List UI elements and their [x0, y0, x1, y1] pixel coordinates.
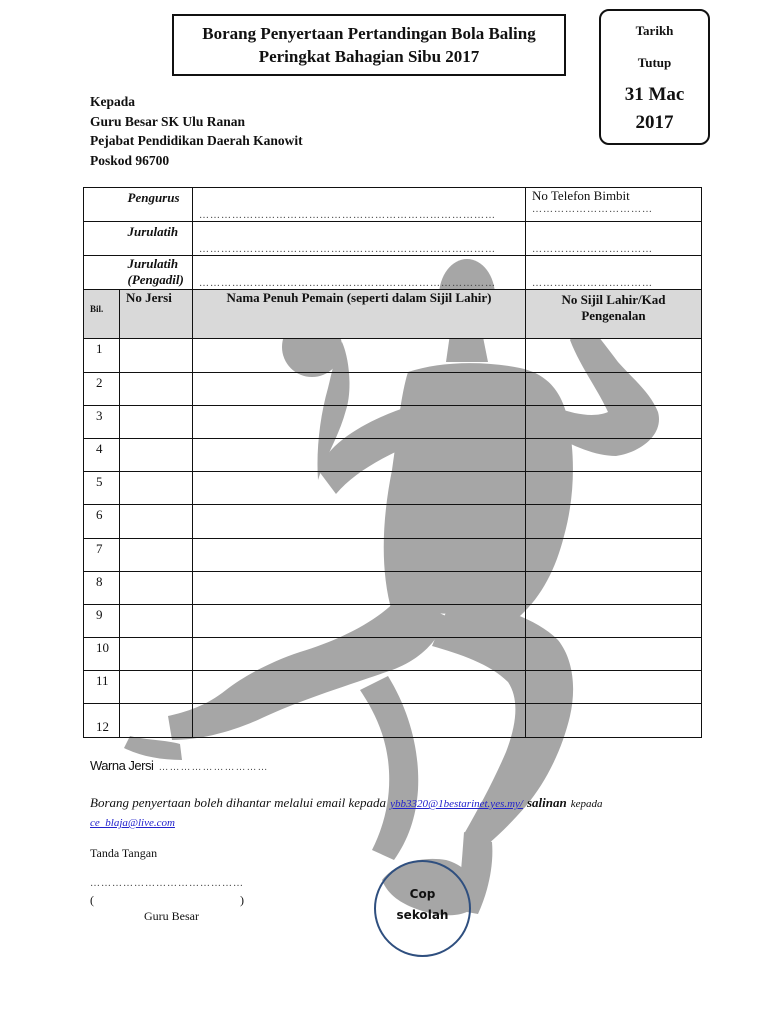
signature-label: Tanda Tangan: [90, 846, 158, 860]
coach-referee-phone-field[interactable]: ……………………………: [526, 256, 702, 290]
player-row-number: 7: [84, 539, 120, 572]
player-id-cell[interactable]: [526, 406, 702, 439]
player-jersey-cell[interactable]: [120, 605, 193, 638]
email-link-copy[interactable]: ce_blaja@live.com: [90, 817, 175, 829]
player-id-cell[interactable]: [526, 373, 702, 406]
address-line4: Poskod 96700: [90, 152, 170, 168]
player-id-cell[interactable]: [526, 505, 702, 539]
player-name-cell[interactable]: [193, 638, 526, 671]
name-close-paren: ): [240, 893, 244, 907]
player-jersey-cell[interactable]: [120, 373, 193, 406]
player-id-cell[interactable]: [526, 472, 702, 505]
player-jersey-cell[interactable]: [120, 505, 193, 539]
player-row-number: 6: [84, 505, 120, 539]
email-instruction: [90, 794, 710, 832]
player-name-cell[interactable]: [193, 671, 526, 704]
official-row-coach-referee: [84, 256, 702, 290]
player-row: [84, 671, 702, 704]
signature-field[interactable]: ……………………………………: [90, 878, 244, 889]
player-id-cell[interactable]: [526, 671, 702, 704]
player-name-cell[interactable]: [193, 572, 526, 605]
player-id-cell[interactable]: [526, 572, 702, 605]
player-row-number: 5: [84, 472, 120, 505]
official-row-manager: [84, 188, 702, 222]
email-instruction-text: Borang penyertaan boleh dihantar melalui email kepada: [90, 795, 387, 810]
player-row: [84, 638, 702, 671]
signer-title: Guru Besar: [144, 909, 199, 923]
col-jersey-header: No Jersi: [120, 290, 193, 339]
form-title-box: [172, 14, 566, 76]
player-id-cell[interactable]: [526, 439, 702, 472]
player-row: [84, 406, 702, 439]
player-row-number: 12: [84, 704, 120, 738]
player-row-number: 4: [84, 439, 120, 472]
player-row: [84, 539, 702, 572]
player-row: [84, 505, 702, 539]
player-name-cell[interactable]: [193, 439, 526, 472]
role-coach-label: Jurulatih: [127, 224, 179, 239]
jersey-color-field[interactable]: …………………………: [158, 762, 269, 773]
player-name-cell[interactable]: [193, 505, 526, 539]
phone-header: No Telefon Bimbit: [532, 188, 630, 203]
player-row: [84, 339, 702, 373]
role-manager-label: Pengurus: [127, 190, 180, 205]
player-id-cell[interactable]: [526, 339, 702, 373]
coach-phone-field[interactable]: ……………………………: [526, 222, 702, 256]
col-id-header: No Sijil Lahir/Kad Pengenalan: [526, 290, 702, 339]
player-name-cell[interactable]: [193, 339, 526, 373]
player-row-number: 2: [84, 373, 120, 406]
role-coach-referee-label: Jurulatih: [127, 256, 179, 271]
players-header-row: [84, 290, 702, 339]
recipient-address: [90, 92, 303, 170]
form-title-line1: Borang Penyertaan Pertandingan Bola Baling: [202, 24, 536, 43]
col-name-header: Nama Penuh Pemain (seperti dalam Sijil Lahir): [193, 290, 526, 339]
closing-date-day: 31 Mac: [624, 84, 685, 105]
closing-date-label1: Tarikh: [635, 23, 674, 38]
email-link-primary[interactable]: ybb3320@1bestarinet.yes.my/: [390, 798, 523, 810]
player-jersey-cell[interactable]: [120, 339, 193, 373]
player-row-number: 8: [84, 572, 120, 605]
closing-date-box: [599, 9, 710, 145]
player-jersey-cell[interactable]: [120, 472, 193, 505]
player-jersey-cell[interactable]: [120, 704, 193, 738]
jersey-color-line: [90, 758, 269, 773]
coach-referee-name-field[interactable]: ………………………………………………………………………: [193, 256, 526, 290]
manager-phone-field[interactable]: No Telefon Bimbit ……………………………: [526, 188, 702, 222]
player-name-cell[interactable]: [193, 605, 526, 638]
player-id-cell[interactable]: [526, 638, 702, 671]
player-row: [84, 572, 702, 605]
address-line3: Pejabat Pendidikan Daerah Kanowit: [90, 133, 303, 148]
player-row-number: 10: [84, 638, 120, 671]
player-row: [84, 704, 702, 738]
player-row: [84, 439, 702, 472]
col-bil-header: Bil.: [84, 290, 120, 339]
player-name-cell[interactable]: [193, 406, 526, 439]
player-name-cell[interactable]: [193, 539, 526, 572]
player-row: [84, 373, 702, 406]
player-row-number: 1: [84, 339, 120, 373]
player-row-number: 11: [84, 671, 120, 704]
stamp-line2: sekolah: [396, 908, 449, 922]
copy-label: salinan: [527, 795, 567, 810]
copy-to-text: kepada: [570, 798, 603, 810]
player-row: [84, 472, 702, 505]
school-stamp: [374, 860, 471, 957]
player-jersey-cell[interactable]: [120, 539, 193, 572]
player-name-cell[interactable]: [193, 472, 526, 505]
player-row-number: 9: [84, 605, 120, 638]
address-line1: Kepada: [90, 94, 136, 109]
form-title-line2: Peringkat Bahagian Sibu 2017: [258, 47, 480, 66]
name-open-paren: (: [90, 893, 94, 907]
manager-name-field[interactable]: ………………………………………………………………………: [193, 188, 526, 222]
player-row-number: 3: [84, 406, 120, 439]
jersey-color-label: Warna Jersi: [90, 758, 154, 773]
closing-date-year: 2017: [635, 112, 674, 133]
player-jersey-cell[interactable]: [120, 671, 193, 704]
player-rows: [84, 339, 702, 738]
closing-date-label2: Tutup: [637, 55, 672, 70]
official-row-coach: [84, 222, 702, 256]
entry-form-table: [83, 187, 702, 738]
address-line2: Guru Besar SK Ulu Ranan: [90, 113, 246, 129]
player-id-cell[interactable]: [526, 539, 702, 572]
player-id-cell[interactable]: [526, 605, 702, 638]
player-id-cell[interactable]: [526, 704, 702, 738]
player-name-cell[interactable]: [193, 704, 526, 738]
player-name-cell[interactable]: [193, 373, 526, 406]
stamp-line1: Cop: [409, 887, 436, 901]
player-jersey-cell[interactable]: [120, 439, 193, 472]
role-coach-referee-sublabel: (Pengadil): [127, 272, 184, 287]
player-row: [84, 605, 702, 638]
player-jersey-cell[interactable]: [120, 406, 193, 439]
player-jersey-cell[interactable]: [120, 572, 193, 605]
coach-name-field[interactable]: ………………………………………………………………………: [193, 222, 526, 256]
player-jersey-cell[interactable]: [120, 638, 193, 671]
